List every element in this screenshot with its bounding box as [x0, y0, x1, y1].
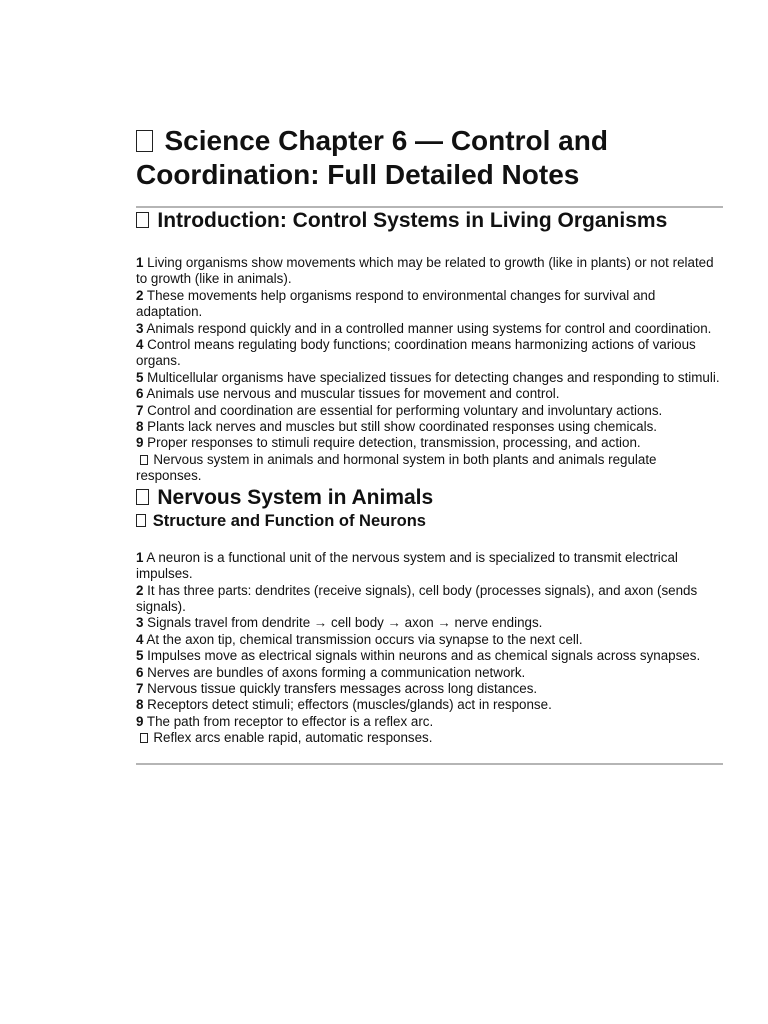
list-item-number: 3	[136, 615, 144, 631]
list-item-number: 7	[136, 680, 144, 696]
missing-glyph-icon	[140, 455, 148, 465]
list-item-text: Living organisms show movements which may be related to growth (like in plants) or not related to growth (like in animals).	[136, 255, 714, 287]
introduction-list	[136, 255, 723, 485]
list-item-text: A neuron is a functional unit of the nervous system and is specialized to transmit electrical impulses.	[136, 549, 678, 582]
subsection-heading-neurons	[136, 511, 723, 531]
list-item	[136, 681, 723, 697]
list-item-text: Signals travel from dendrite → cell body → axon → nerve endings.	[143, 615, 543, 631]
list-item-text: Proper responses to stimuli require detection, transmission, processing, and action.	[143, 435, 641, 451]
list-item-number: 2	[136, 582, 144, 598]
list-item	[136, 419, 723, 435]
list-item-text: Control means regulating body functions; coordination means harmonizing actions of various organs.	[136, 337, 696, 369]
missing-glyph-icon	[136, 514, 146, 527]
missing-glyph-icon	[136, 130, 153, 152]
list-item-number: 5	[136, 648, 144, 664]
list-item	[136, 370, 723, 386]
list-item	[136, 648, 723, 664]
list-item-text: It has three parts: dendrites (receive signals), cell body (processes signals), and axon (sends signals).	[136, 582, 698, 614]
list-item-number: 6	[136, 386, 144, 402]
list-item-number: 5	[136, 369, 144, 385]
list-item-number: 3	[136, 320, 144, 336]
list-item-text: Nervous tissue quickly transfers messages across long distances.	[143, 680, 538, 696]
list-item-number: 6	[136, 664, 144, 680]
list-summary	[136, 452, 723, 485]
section-heading-text: Introduction: Control Systems in Living Organisms	[157, 209, 668, 232]
list-item	[136, 697, 723, 713]
list-item	[136, 714, 723, 730]
missing-glyph-icon	[136, 212, 149, 228]
list-summary-text: Nervous system in animals and hormonal system in both plants and animals regulate responses.	[136, 451, 657, 484]
list-item-number: 2	[136, 287, 144, 303]
missing-glyph-icon	[140, 733, 148, 743]
list-item-text: These movements help organisms respond to environmental changes for survival and adaptation.	[136, 287, 656, 320]
list-item-number: 7	[136, 402, 144, 418]
list-item-number: 8	[136, 419, 144, 435]
list-item	[136, 337, 723, 370]
list-item-number: 1	[136, 549, 144, 565]
list-item	[136, 550, 723, 583]
list-item-text: Impulses move as electrical signals within neurons and as chemical signals across synapses.	[143, 648, 701, 664]
list-item-text: At the axon tip, chemical transmission occurs via synapse to the next cell.	[143, 631, 583, 647]
section-heading-introduction	[136, 208, 723, 234]
list-item-text: Receptors detect stimuli; effectors (muscles/glands) act in response.	[143, 697, 552, 713]
list-summary	[136, 730, 723, 746]
list-item-text: Animals respond quickly and in a controlled manner using systems for control and coordination.	[143, 320, 712, 336]
section-heading-text: Nervous System in Animals	[157, 485, 434, 509]
list-item	[136, 632, 723, 648]
list-item	[136, 288, 723, 321]
list-item-text: The path from receptor to effector is a reflex arc.	[143, 713, 434, 729]
list-item	[136, 255, 723, 288]
document-title-text: Science Chapter 6 — Control and Coordination: Full Detailed Notes	[136, 125, 608, 190]
list-item-number: 4	[136, 631, 144, 647]
neurons-list	[136, 550, 723, 747]
list-item-number: 9	[136, 435, 144, 451]
section-heading-nervous-system	[136, 485, 723, 511]
list-item	[136, 435, 723, 451]
list-summary-text: Reflex arcs enable rapid, automatic responses.	[153, 730, 433, 746]
list-item	[136, 403, 723, 419]
divider-bottom	[136, 763, 723, 765]
list-item	[136, 615, 723, 631]
document-title	[136, 124, 696, 192]
missing-glyph-icon	[136, 489, 149, 505]
list-item-text: Multicellular organisms have specialized tissues for detecting changes and responding to stimuli.	[143, 369, 720, 385]
list-item	[136, 321, 723, 337]
list-item-number: 1	[136, 255, 144, 270]
list-item	[136, 665, 723, 681]
list-item-number: 4	[136, 337, 144, 353]
list-item-number: 8	[136, 697, 144, 713]
list-item-text: Nerves are bundles of axons forming a communication network.	[143, 664, 526, 680]
list-item	[136, 583, 723, 616]
subsection-heading-text: Structure and Function of Neurons	[152, 511, 426, 530]
list-item-number: 9	[136, 713, 144, 729]
list-item	[136, 386, 723, 402]
list-item-text: Animals use nervous and muscular tissues for movement and control.	[143, 386, 560, 402]
list-item-text: Control and coordination are essential for performing voluntary and involuntary actions.	[143, 402, 663, 418]
list-item-text: Plants lack nerves and muscles but still show coordinated responses using chemicals.	[143, 419, 658, 435]
